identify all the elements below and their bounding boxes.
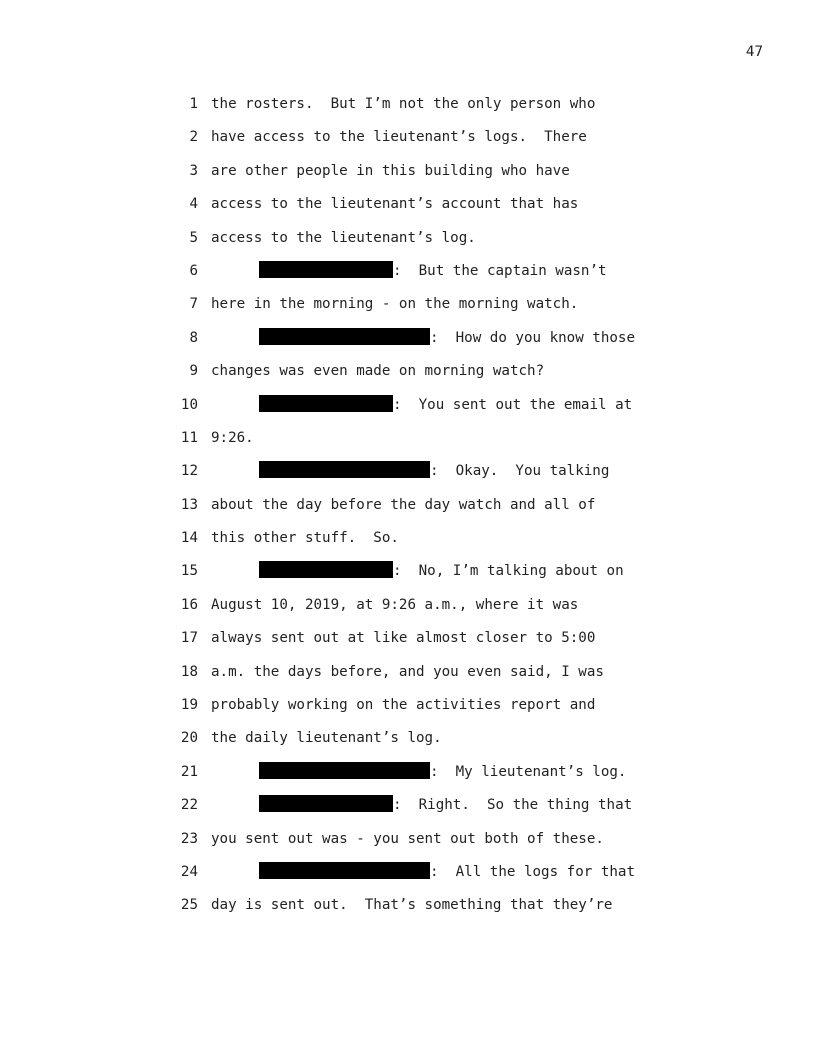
transcript-line: [0, 528, 816, 561]
line-content: [211, 628, 595, 648]
line-text: 9:26.: [211, 429, 254, 446]
line-number: 22: [180, 797, 198, 814]
line-number: 15: [180, 563, 198, 580]
line-content: [211, 862, 635, 882]
transcript-line: [0, 561, 816, 594]
line-text: probably working on the activities report and: [211, 697, 596, 714]
line-text: August 10, 2019, at 9:26 a.m., where it was: [211, 596, 579, 613]
line-text: about the day before the day watch and all of: [211, 496, 596, 513]
line-text: : Right. So the thing that: [393, 797, 633, 814]
transcript-line: [0, 495, 816, 528]
line-text: access to the lieutenant’s account that has: [211, 196, 579, 213]
speaker-name-redaction: [259, 461, 430, 478]
line-text: a.m. the days before, and you even said, I was: [211, 663, 604, 680]
line-number: 13: [180, 496, 198, 513]
transcript-line: [0, 762, 816, 795]
transcript-line: [0, 428, 816, 461]
speaker-name-redaction: [259, 395, 393, 412]
transcript-line: [0, 829, 816, 862]
line-number: 17: [180, 630, 198, 647]
line-number: 14: [180, 530, 198, 547]
transcript-line: [0, 461, 816, 494]
line-number: 25: [180, 897, 198, 914]
line-text: : How do you know those: [430, 329, 635, 346]
transcript-line: [0, 595, 816, 628]
line-text: the rosters. But I’m not the only person who: [211, 96, 596, 112]
page-number: 47: [745, 44, 763, 60]
transcript-body: [0, 94, 816, 929]
line-number: 11: [180, 429, 198, 446]
speaker-name-redaction: [259, 762, 430, 779]
line-number: 8: [189, 329, 198, 346]
line-content: [211, 261, 607, 281]
line-number: 12: [180, 463, 198, 480]
line-number: 4: [189, 196, 198, 213]
transcript-line: [0, 728, 816, 761]
line-text: : My lieutenant’s log.: [430, 763, 627, 780]
line-number: 10: [180, 396, 198, 413]
transcript-line: [0, 361, 816, 394]
line-text: : No, I’m talking about on: [393, 563, 624, 580]
line-content: [211, 228, 476, 248]
line-number: 3: [189, 162, 198, 179]
line-content: [211, 728, 442, 748]
line-text: changes was even made on morning watch?: [211, 363, 545, 380]
transcript-line: [0, 662, 816, 695]
line-content: [211, 595, 578, 615]
line-content: [211, 395, 632, 415]
line-text: day is sent out. That’s something that they’re: [211, 897, 613, 914]
transcript-line: [0, 228, 816, 261]
line-text: have access to the lieutenant’s logs. There: [211, 129, 587, 146]
transcript-line: [0, 294, 816, 327]
transcript-line: [0, 895, 816, 928]
line-content: [211, 695, 595, 715]
line-number: 7: [189, 296, 198, 313]
transcript-line: [0, 261, 816, 294]
transcript-line: [0, 628, 816, 661]
line-content: [211, 762, 626, 782]
speaker-name-redaction: [259, 328, 430, 345]
line-content: [211, 161, 570, 181]
line-number: 9: [189, 363, 198, 380]
line-content: [211, 561, 624, 581]
line-number: 23: [180, 830, 198, 847]
line-number: 16: [180, 596, 198, 613]
transcript-line: [0, 395, 816, 428]
line-number: 21: [180, 763, 198, 780]
transcript-line: [0, 328, 816, 361]
line-content: [211, 528, 399, 548]
line-content: [211, 328, 635, 348]
transcript-line: [0, 161, 816, 194]
line-content: [211, 94, 595, 114]
speaker-name-redaction: [259, 561, 393, 578]
transcript-line: [0, 94, 816, 127]
speaker-name-redaction: [259, 862, 430, 879]
transcript-line: [0, 194, 816, 227]
transcript-line: [0, 862, 816, 895]
transcript-line: [0, 695, 816, 728]
line-content: [211, 662, 604, 682]
line-number: 6: [189, 262, 198, 279]
line-number: 19: [180, 697, 198, 714]
line-content: [211, 495, 595, 515]
line-text: the daily lieutenant’s log.: [211, 730, 442, 747]
line-number: 20: [180, 730, 198, 747]
speaker-name-redaction: [259, 261, 393, 278]
line-content: [211, 361, 544, 381]
line-number: 24: [180, 863, 198, 880]
line-text: this other stuff. So.: [211, 530, 399, 547]
transcript-line: [0, 127, 816, 160]
speaker-name-redaction: [259, 795, 393, 812]
line-content: [211, 895, 612, 915]
line-number: 2: [189, 129, 198, 146]
line-text: : Okay. You talking: [430, 463, 610, 480]
line-content: [211, 428, 254, 448]
line-content: [211, 829, 604, 849]
transcript-line: [0, 795, 816, 828]
line-text: access to the lieutenant’s log.: [211, 229, 476, 246]
line-text: always sent out at like almost closer to 5:00: [211, 630, 596, 647]
line-text: you sent out was - you sent out both of these.: [211, 830, 604, 847]
line-text: are other people in this building who have: [211, 162, 570, 179]
line-content: [211, 795, 632, 815]
line-content: [211, 127, 587, 147]
line-text: : All the logs for that: [430, 863, 635, 880]
line-content: [211, 294, 578, 314]
line-content: [211, 461, 609, 481]
line-text: : But the captain wasn’t: [393, 262, 607, 279]
line-text: here in the morning - on the morning watch.: [211, 296, 579, 313]
line-content: [211, 194, 578, 214]
line-text: : You sent out the email at: [393, 396, 633, 413]
line-number: 1: [189, 96, 198, 112]
line-number: 5: [189, 229, 198, 246]
line-number: 18: [180, 663, 198, 680]
